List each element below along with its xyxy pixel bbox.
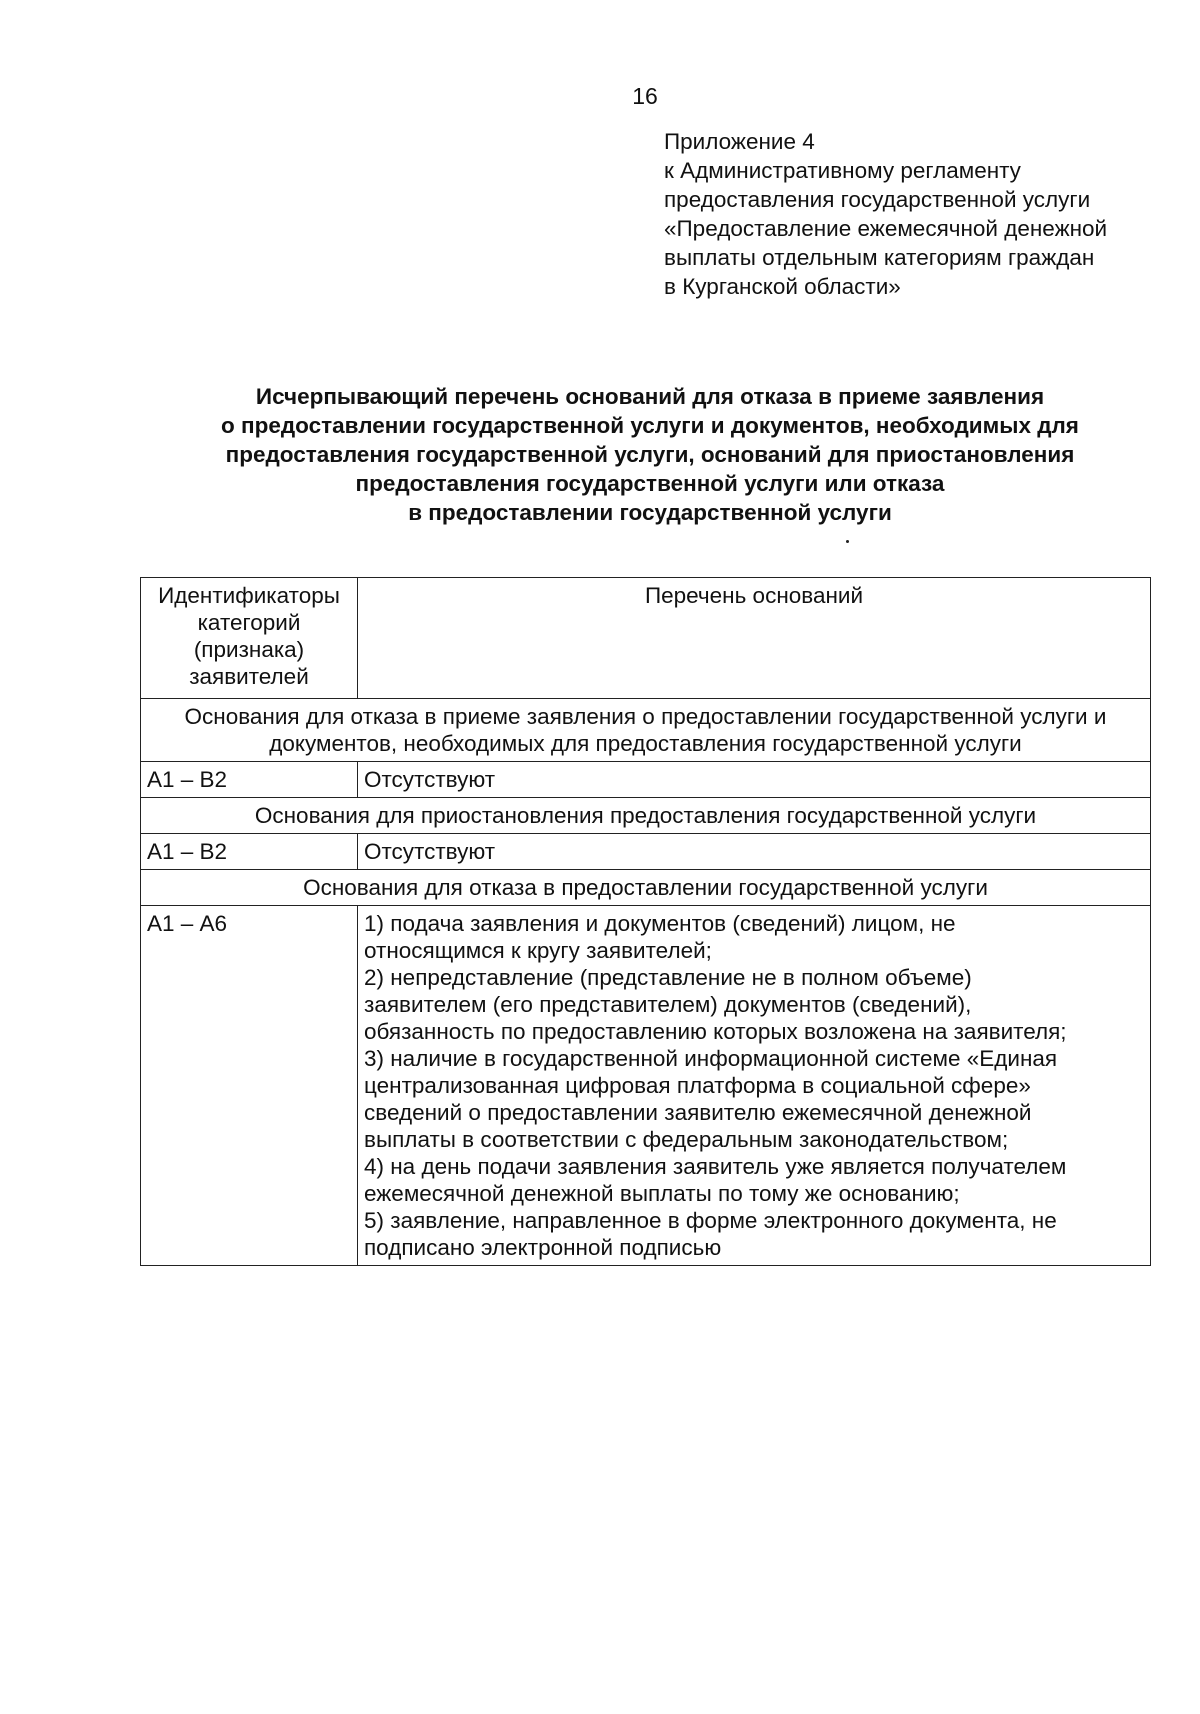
title-line: предоставления государственной услуги или отказа xyxy=(355,471,945,496)
reason-line: Отсутствуют xyxy=(364,767,496,792)
table-header-row xyxy=(141,578,1151,699)
row-identifier: А1 – В2 xyxy=(141,834,358,870)
header-identifiers-line: категорий xyxy=(197,610,301,635)
appendix-line: в Курганской области» xyxy=(664,274,901,299)
reason-line: подписано электронной подписью xyxy=(364,1235,722,1260)
appendix-block xyxy=(664,127,1164,301)
reason-line: 1) подача заявления и документов (сведений) лицом, не xyxy=(364,911,956,936)
section-title xyxy=(141,798,1151,834)
reason-line: обязанность по предоставлению которых возложена на заявителя; xyxy=(364,1019,1067,1044)
appendix-line: «Предоставление ежемесячной денежной xyxy=(664,216,1108,241)
header-list: Перечень оснований xyxy=(358,578,1151,699)
reason-line: заявителем (его представителем) документов (сведений), xyxy=(364,992,972,1017)
section-row xyxy=(141,699,1151,762)
section-title-line: Основания для отказа в предоставлении государственной услуги xyxy=(303,875,988,900)
title-line: в предоставлении государственной услуги xyxy=(408,500,892,525)
reason-line: 5) заявление, направленное в форме электронного документа, не xyxy=(364,1208,1057,1233)
reason-line: 4) на день подачи заявления заявитель уже является получателем xyxy=(364,1154,1067,1179)
row-identifier: А1 – А6 xyxy=(141,906,358,1266)
reason-line: ежемесячной денежной выплаты по тому же основанию; xyxy=(364,1181,960,1206)
section-title xyxy=(141,870,1151,906)
reason-line: 3) наличие в государственной информационной системе «Единая xyxy=(364,1046,1058,1071)
title-line: Исчерпывающий перечень оснований для отказа в приеме заявления xyxy=(255,384,1045,409)
reason-line: централизованная цифровая платформа в социальной сфере» xyxy=(364,1073,1031,1098)
scan-dot xyxy=(846,540,849,543)
appendix-line: к Административному регламенту xyxy=(664,158,1021,183)
section-title-line: Основания для отказа в приеме заявления о предоставлении государственной услуги и xyxy=(184,704,1107,729)
row-reasons xyxy=(358,906,1151,1266)
row-reasons xyxy=(358,834,1151,870)
title-line: о предоставлении государственной услуги и документов, необходимых для xyxy=(221,413,1079,438)
reason-line: сведений о предоставлении заявителю ежемесячной денежной xyxy=(364,1100,1032,1125)
header-identifiers-line: (признака) xyxy=(193,637,305,662)
section-title xyxy=(141,699,1151,762)
section-title-line: Основания для приостановления предоставления государственной услуги xyxy=(254,803,1037,828)
appendix-line: Приложение 4 xyxy=(664,129,815,154)
reason-line: 2) непредставление (представление не в полном объеме) xyxy=(364,965,972,990)
header-identifiers xyxy=(141,578,358,699)
table-row xyxy=(141,906,1151,1266)
row-reasons xyxy=(358,762,1151,798)
reason-line: Отсутствуют xyxy=(364,839,496,864)
row-identifier: А1 – В2 xyxy=(141,762,358,798)
table-row xyxy=(141,762,1151,798)
page-number: 16 xyxy=(632,83,658,109)
grounds-table xyxy=(140,577,1151,1266)
section-row xyxy=(141,798,1151,834)
table-row xyxy=(141,834,1151,870)
reason-line: выплаты в соответствии с федеральным законодательством; xyxy=(364,1127,1009,1152)
section-title-line: документов, необходимых для предоставления государственной услуги xyxy=(269,731,1022,756)
title-line: предоставления государственной услуги, оснований для приостановления xyxy=(225,442,1075,467)
appendix-line: предоставления государственной услуги xyxy=(664,187,1091,212)
header-identifiers-line: Идентификаторы xyxy=(158,583,340,608)
appendix-line: выплаты отдельным категориям граждан xyxy=(664,245,1095,270)
document-title xyxy=(140,382,1160,527)
header-identifiers-line: заявителей xyxy=(189,664,309,689)
reason-line: относящимся к кругу заявителей; xyxy=(364,938,712,963)
section-row xyxy=(141,870,1151,906)
